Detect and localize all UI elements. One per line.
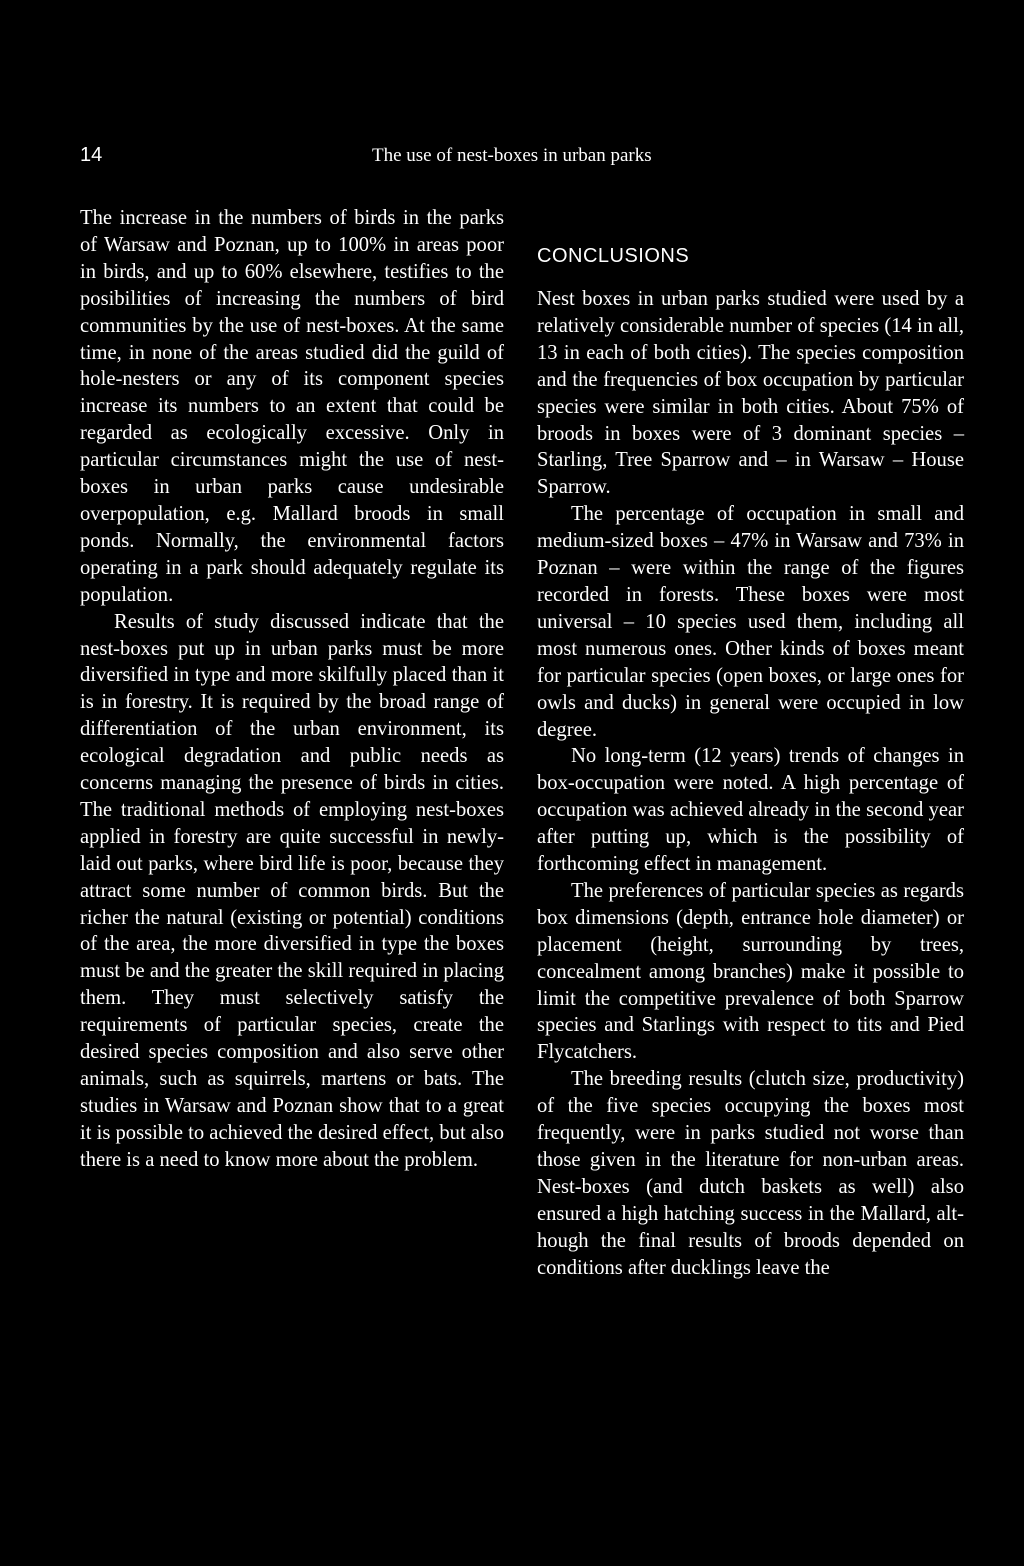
body-paragraph: Nest boxes in urban parks studied were used by a relatively considerable number of species (14 in all, 13 in each of both cities). The species composition and the frequencies of box occupation by particular species were similar in both cities. About 75% of broods in boxes were of 3 dominant species – Starling, Tree Sparrow and – in Warsaw – House Sparrow.: [537, 288, 964, 499]
body-paragraph: The percentage of occupation in small and medium-sized boxes – 47% in Warsaw and 73% in Poznan – were within the range of the figures recorded in forests. These boxes were most universal – 10 species used them, including all most numerous ones. Other kinds of boxes meant for particular species (open boxes, or large ones for owls and ducks) in general were occupied in low degree.: [537, 503, 964, 741]
body-paragraph: The breeding results (clutch size, productivity) of the five species occupying the boxes most frequently, were in parks studied not worse than those given in the literature for non-urban areas. Nest-boxes (and dutch baskets as well) also ensured a high hatching success in the Mallard, although the final results of broods depended on conditions after ducklings leave the: [537, 1068, 964, 1279]
right-column: [537, 243, 964, 1282]
body-paragraph: Results of study discussed indicate that the nest-boxes put up in urban parks must be more diversified in type and more skilfully placed than it is in forestry. It is required by the broad range of differentiation of the urban environment, its ecological degradation and public needs as concerns managing the presence of birds in cities. The traditional methods of employing nest-boxes applied in forestry are quite successful in newly-laid out parks, where bird life is poor, because they attract some number of common birds. But the richer the natural (existing or potential) conditions of the area, the more diversified in type the boxes must be and the greater the skill required in placing them. They must selectively satisfy the requirements of particular species, create the desired species composition and also serve other animals, such as squirrels, martens or bats. The studies in Warsaw and Poznan show that to a great it is possible to achieved the desired effect, but also there is a need to know more about the problem.: [80, 610, 504, 1171]
body-paragraph: No long-term (12 years) trends of changes in box-occupation were noted. A high percentage of occupation was achieved already in the second year after putting up, which is the possibility of forthcoming effect in management.: [537, 745, 964, 876]
body-paragraph: The preferences of particular species as regards box dimensions (depth, entrance hole diameter) or placement (height, surrounding by trees, concealment among branches) make it possible to limit the competitive prevalence of both Sparrow species and Starlings with respect to tits and Pied Flycatchers.: [537, 879, 964, 1064]
running-title: The use of nest-boxes in urban parks: [372, 145, 652, 166]
body-paragraph: The increase in the numbers of birds in the parks of Warsaw and Poznan, up to 100% in areas poor in birds, and up to 60% elsewhere, testifies to the posibilities of increasing the numbers of bird communities by the use of nest-boxes. At the same time, in none of the areas studied did the guild of hole-nesters or any of its component species increase its numbers to an extent that could be regarded as ecologically excessive. Only in particular circumstances might the use of nest-boxes in urban parks cause undesirable overpopulation, e.g. Mallard broods in small ponds. Normally, the environmental factors operating in a park should adequately regulate its population.: [80, 207, 504, 606]
page-number: 14: [80, 144, 103, 166]
left-column: [80, 205, 504, 1174]
conclusions-heading: CONCLUSIONS: [537, 245, 690, 267]
